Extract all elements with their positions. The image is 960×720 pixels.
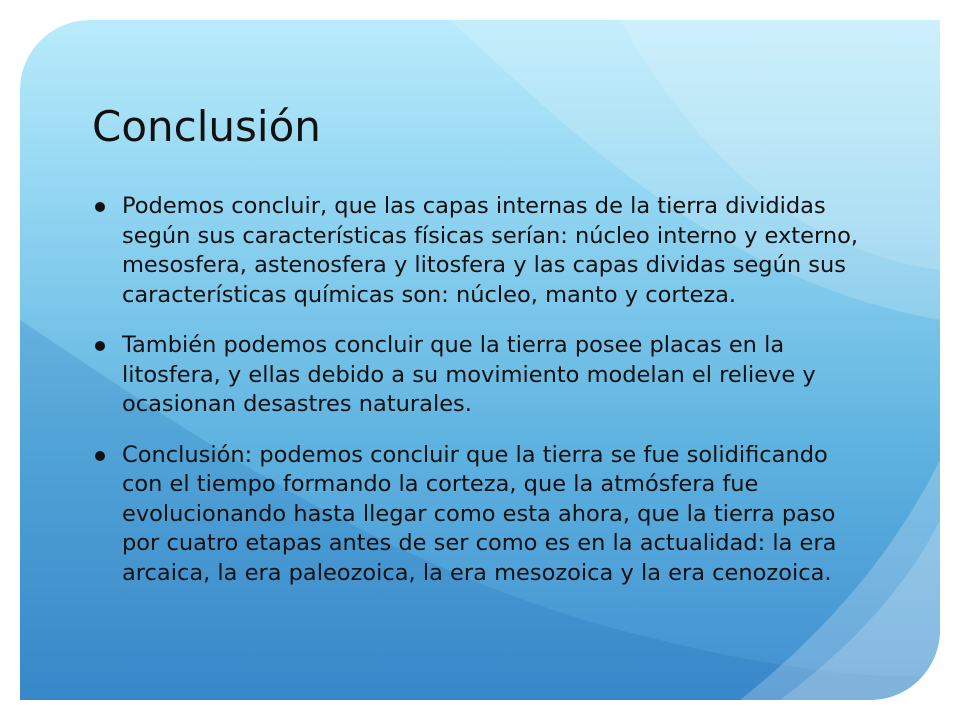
bullet-dot-icon	[95, 341, 105, 351]
bullet-text: Podemos concluir, que las capas internas de la tierra divididas según sus características físicas serían: núcleo interno y externo, mesosfera, astenosfera y litosfera y las capas dividas según sus características químicas son: núcleo, manto y corteza.	[122, 193, 859, 308]
bullet-text: Conclusión: podemos concluir que la tierra se fue solidificando con el tiempo formando la corteza, que la atmósfera fue evolucionando hasta llegar como esta ahora, que la tierra paso por cuatro etapas antes de ser como es en la actualidad: la era arcaica, la era paleozoica, la era mesozoica y la era cenozoica.	[122, 441, 837, 586]
slide	[20, 20, 940, 700]
bullet-item	[92, 331, 872, 420]
bullet-text: También podemos concluir que la tierra posee placas en la litosfera, y ellas debido a su movimiento modelan el relieve y ocasionan desastres naturales.	[122, 332, 816, 417]
bullet-item	[92, 441, 872, 589]
bullet-dot-icon	[95, 451, 105, 461]
slide-title: Conclusión	[92, 102, 321, 151]
bullet-list	[92, 192, 872, 609]
bullet-item	[92, 192, 872, 310]
bullet-dot-icon	[95, 202, 105, 212]
